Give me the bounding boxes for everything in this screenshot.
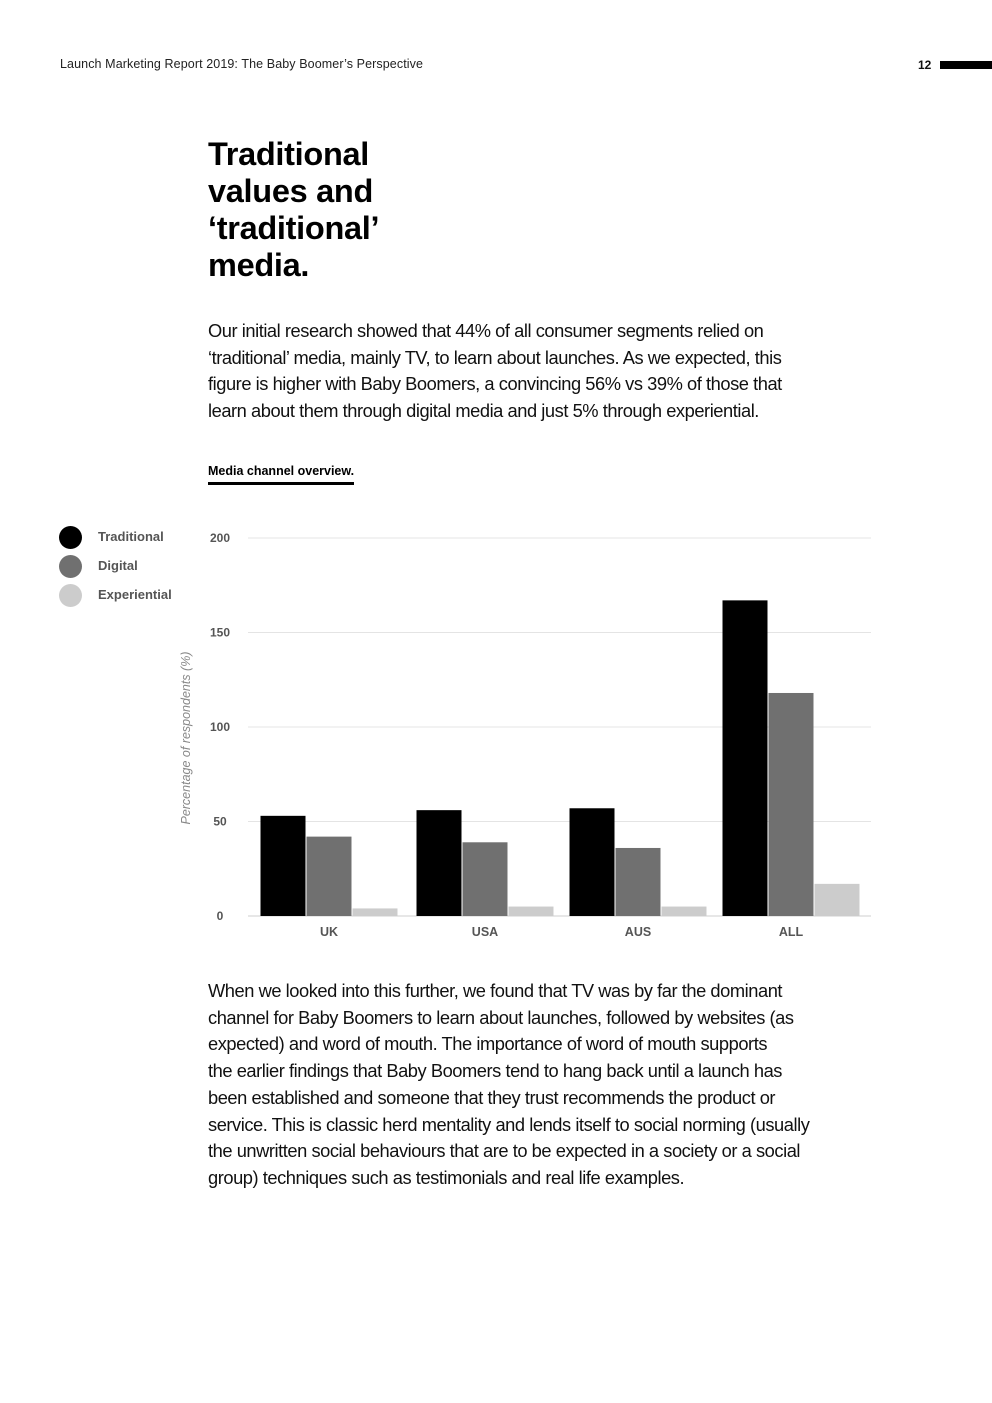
intro-line: learn about them through digital media and just 5% through experiential. [208,400,759,422]
intro-line: Our initial research showed that 44% of all consumer segments relied on [208,320,764,341]
body-line: service. This is classic herd mentality and lends itself to social norming (usually [208,1113,810,1135]
body-paragraph [208,978,868,1192]
y-tick-label: 50 [213,814,227,829]
heading-line: Traditional [208,136,370,172]
y-tick-label: 200 [209,531,231,545]
bar-digital-uk [307,837,352,916]
report-title: Launch Marketing Report 2019: The Baby Boomer’s Perspective [60,57,424,71]
legend-label-experiential: Experiential [98,587,172,602]
heading-line: ‘traditional’ [208,210,380,246]
legend-label-traditional: Traditional [98,529,164,544]
x-tick-label: AUS [624,925,652,939]
intro-line: ‘traditional’ media, mainly TV, to learn about launches. As we expected, this [208,346,782,368]
chart-section-label: Media channel overview. [208,464,354,485]
body-line: the unwritten social behaviours that are to be expected in a society or a social [208,1140,801,1162]
bar-traditional-aus [570,808,615,916]
y-tick-label: 150 [209,625,231,640]
bar-experiential-uk [353,908,398,916]
bar-traditional-usa [417,810,462,916]
bar-experiential-aus [662,907,707,916]
x-tick-label: ALL [778,925,804,939]
bar-traditional-uk [261,816,306,916]
x-tick-label: UK [319,925,339,939]
body-line: group) techniques such as testimonials and real life examples. [208,1166,685,1188]
page-number: 12 [918,58,932,72]
body-line: expected) and word of mouth. The importance of word of mouth supports [208,1033,768,1055]
bar-experiential-usa [509,907,554,916]
y-tick-label: 0 [216,909,224,923]
bar-digital-all [769,693,814,916]
bar-traditional-all [723,600,768,916]
legend-label-digital: Digital [98,558,138,573]
heading-line: media. [208,247,310,283]
y-tick-label: 100 [209,720,231,734]
body-line: When we looked into this further, we found that TV was by far the dominant [208,980,783,1001]
intro-line: figure is higher with Baby Boomers, a convincing 56% vs 39% of those that [208,373,782,395]
bar-experiential-all [815,884,860,916]
body-line: channel for Baby Boomers to learn about launches, followed by websites (as [208,1006,794,1028]
heading-line: values and [208,173,373,209]
y-axis-title: Percentage of respondents (%) [179,651,193,825]
bar-digital-usa [463,842,508,916]
body-line: been established and someone that they trust recommends the product or [208,1086,776,1108]
body-line: the earlier findings that Baby Boomers tend to hang back until a launch has [208,1060,782,1082]
x-tick-label: USA [471,925,499,939]
bar-digital-aus [616,848,661,916]
